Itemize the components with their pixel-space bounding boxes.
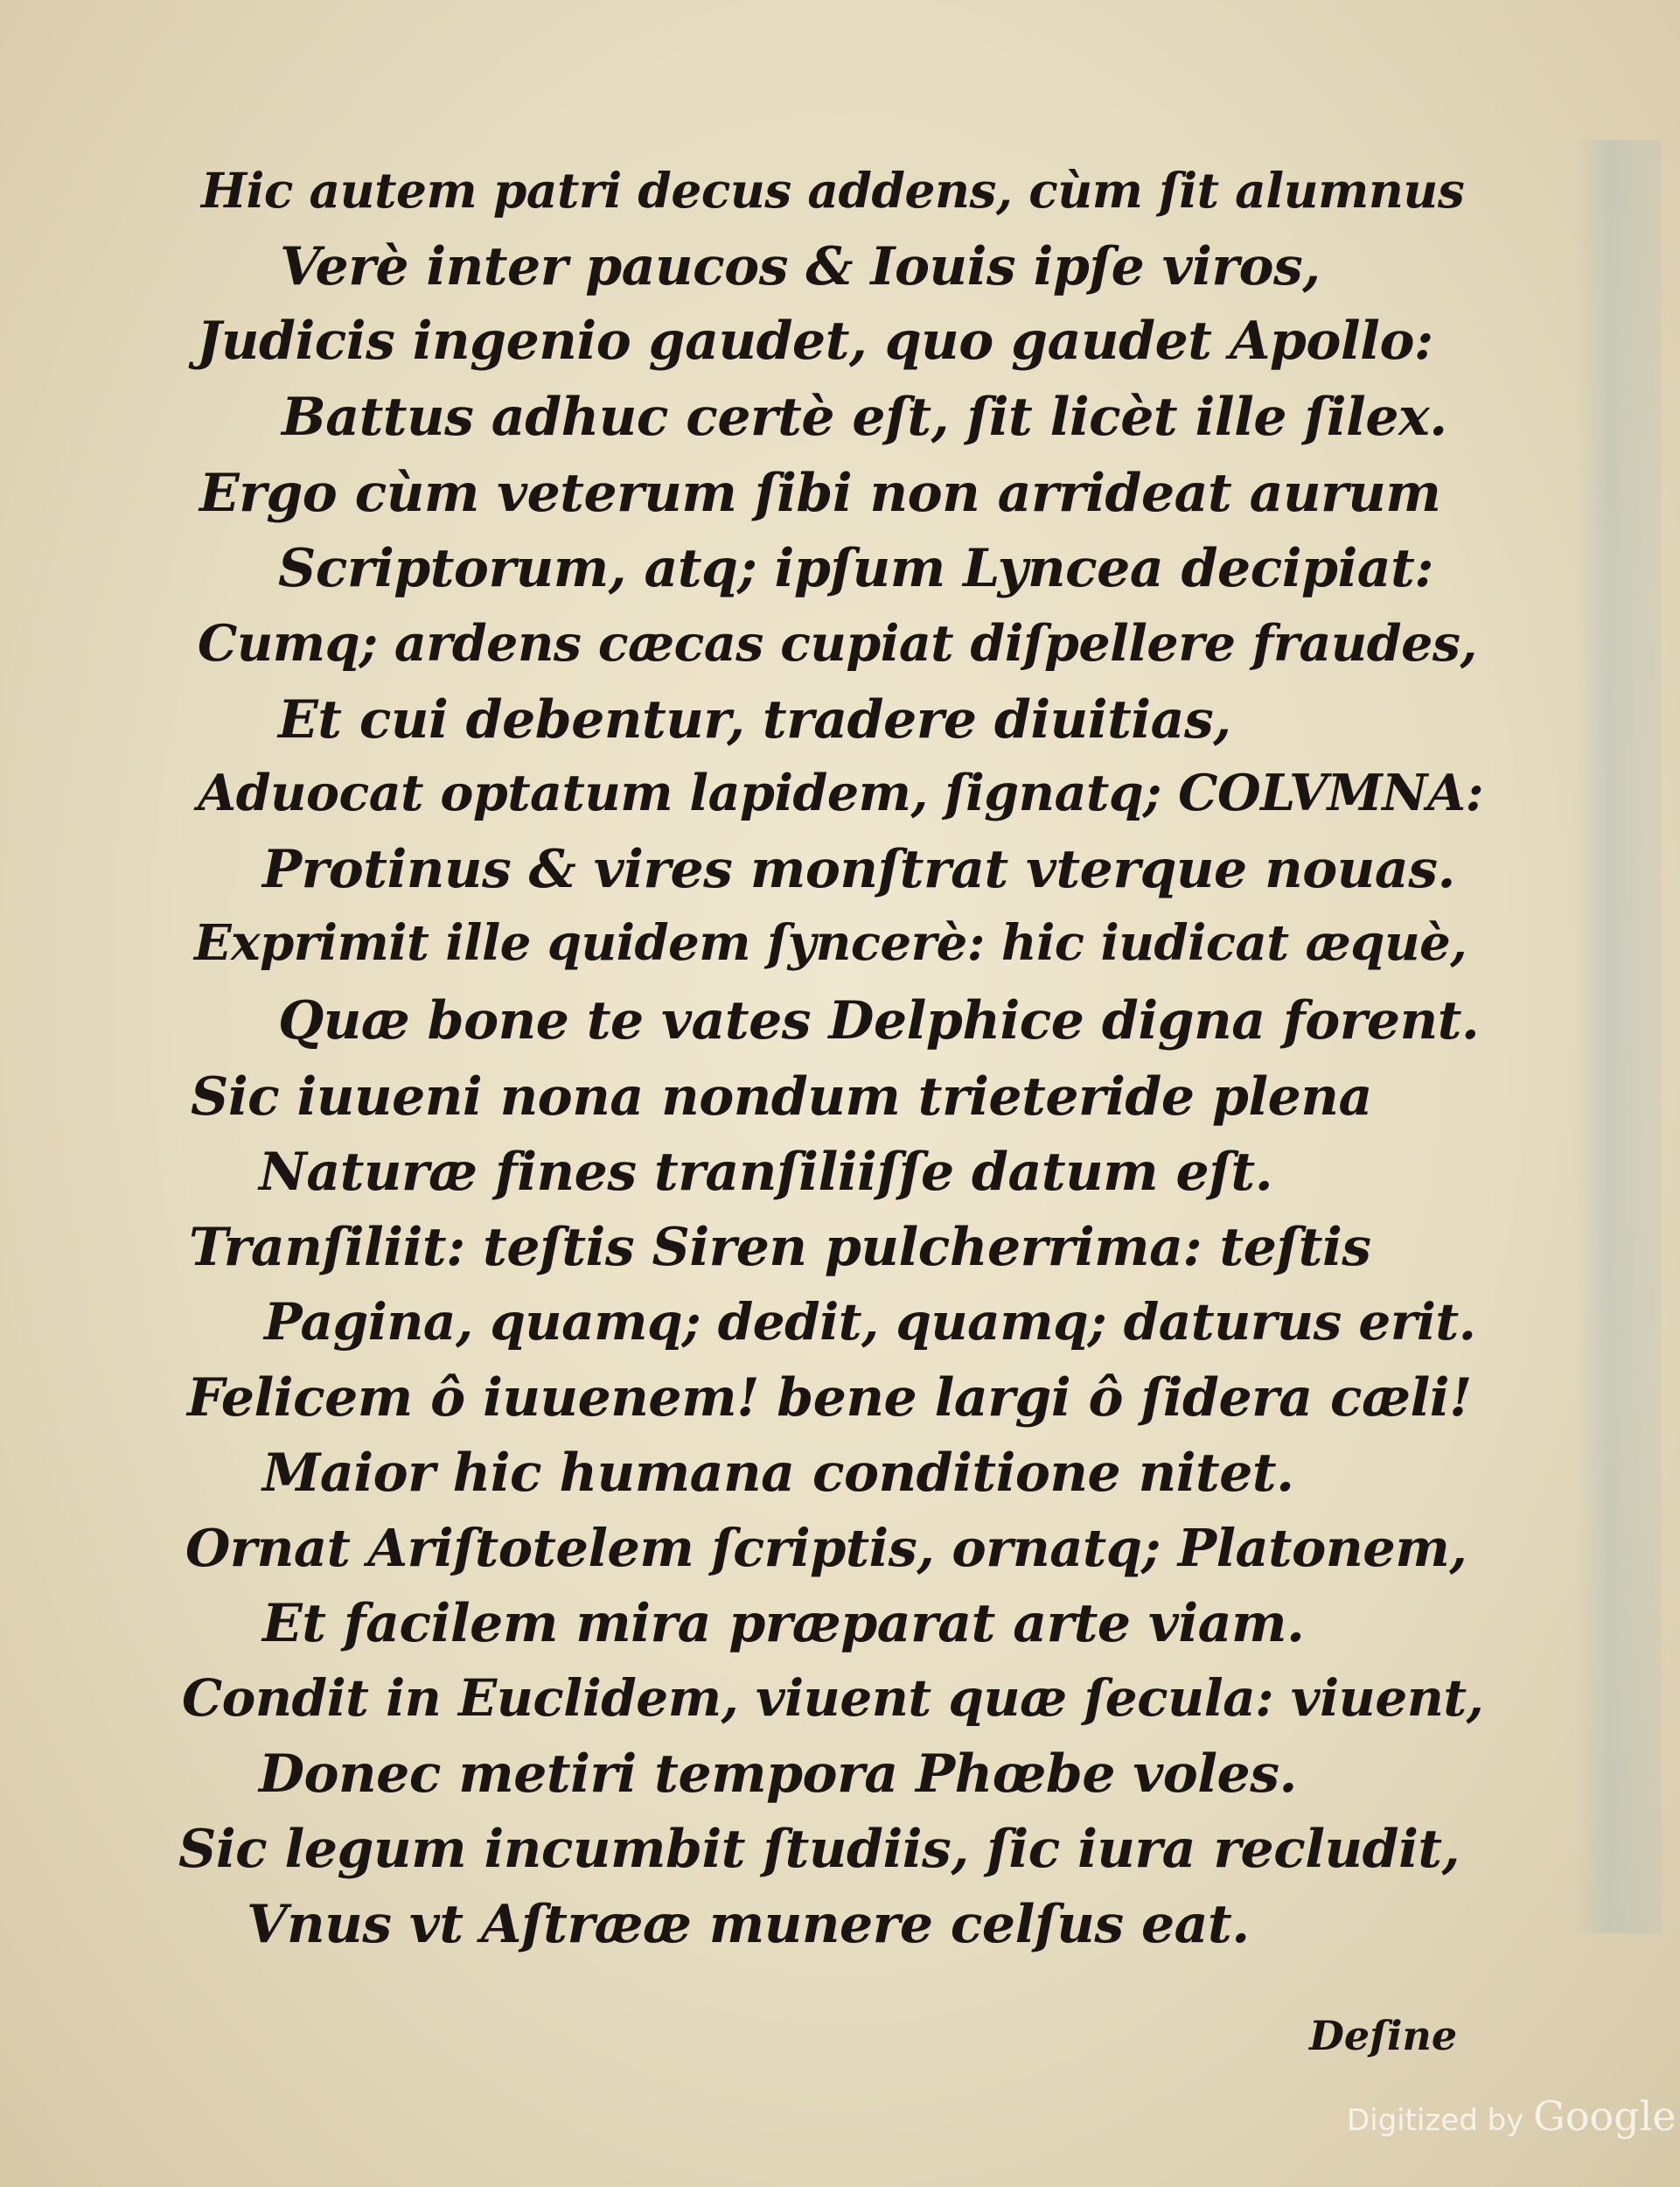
poem-line: Judicis ingenio gaudet, quo gaudet Apollo: bbox=[197, 311, 1433, 372]
google-logo: Google bbox=[1533, 2093, 1677, 2140]
poem-line: Naturæ fines tranſiliiſſe datum eſt. bbox=[259, 1142, 1273, 1203]
poem-line: Verè inter paucos & Iouis ipſe viros, bbox=[280, 236, 1321, 297]
poem-line: Et cui debentur, tradere diuitias, bbox=[278, 689, 1231, 751]
watermark-prefix: Digitized by bbox=[1347, 2103, 1524, 2138]
poem-line: Vnus vt Aſtrææ munere celſus eat. bbox=[247, 1894, 1250, 1955]
poem-line: Ergo cùm veterum ſibi non arrideat aurum bbox=[199, 463, 1441, 524]
poem-line: Aduocat optatum lapidem, ſignatq; COLVMNA: bbox=[198, 764, 1484, 822]
digitization-watermark bbox=[1347, 2093, 1677, 2140]
poem-line: Exprimit ille quidem ſyncerè: hic iudicat æquè, bbox=[194, 914, 1467, 972]
poem-line: Hic autem patri decus addens, cùm ſit alumnus bbox=[201, 162, 1465, 219]
poem-line: Protinus & vires monſtrat vterque nouas. bbox=[262, 839, 1455, 900]
poem-line: Donec metiri tempora Phœbe voles. bbox=[259, 1743, 1297, 1805]
poem-line: Sic legum incumbit ſtudiis, ſic iura recludit, bbox=[178, 1819, 1460, 1880]
poem-line: Condit in Euclidem, viuent quæ ſecula: viuent, bbox=[182, 1668, 1484, 1728]
poem-line: Quæ bone te vates Delphice digna forent. bbox=[278, 990, 1480, 1052]
poem-line: Tranſiliit: teſtis Siren pulcherrima: teſtis bbox=[189, 1217, 1371, 1278]
poem-line: Ornat Ariſtotelem ſcriptis, ornatq; Platonem, bbox=[185, 1518, 1467, 1578]
poem-line: Et facilem mira præparat arte viam. bbox=[262, 1593, 1305, 1654]
poem-line: Battus adhuc certè eſt, ſit licèt ille ſilex. bbox=[282, 387, 1447, 448]
poem-line: Maior hic humana conditione nitet. bbox=[262, 1443, 1294, 1504]
poem-line: Pagina, quamq; dedit, quamq; daturus erit. bbox=[264, 1292, 1476, 1352]
catchword: Deſine bbox=[1309, 2012, 1458, 2059]
poem-line: Scriptorum, atq; ipſum Lyncea decipiat: bbox=[278, 538, 1434, 599]
poem-line: Cumq; ardens cæcas cupiat diſpellere fraudes, bbox=[198, 614, 1477, 673]
poem-line: Felicem ô iuuenem! bene largi ô ſidera cæli! bbox=[187, 1367, 1472, 1429]
poem-line: Sic iuueni nona nondum trieteride plena bbox=[191, 1066, 1372, 1128]
